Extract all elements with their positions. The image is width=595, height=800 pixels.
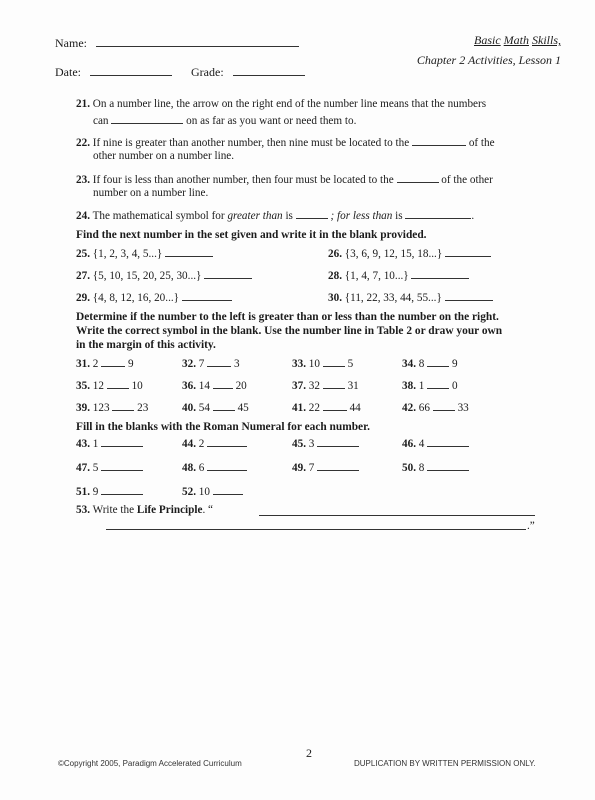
compare-left-value: 1 [418,380,425,392]
question-number: 52. [182,486,196,498]
copyright-notice: ©Copyright 2005, Paradigm Accelerated Curriculum [58,759,242,768]
set-item-29 [76,290,232,304]
name-field[interactable] [96,46,299,47]
question-22-line2: other number on a number line. [93,150,235,162]
question-number: 51. [76,486,90,498]
set-text: {1, 2, 3, 4, 5...} [92,248,163,260]
question-number: 42. [402,402,416,414]
compare-left-value: 14 [198,380,210,392]
date-row [55,65,305,80]
question-23 [76,172,493,186]
compare-right-value: 3 [233,358,240,370]
compare-right-value: 44 [349,402,361,414]
answer-blank[interactable] [317,436,359,447]
question-text: can [93,115,109,127]
answer-blank[interactable] [107,378,129,389]
roman-number-value: 6 [198,462,205,474]
answer-blank[interactable] [112,400,134,411]
question-22 [76,135,495,149]
chapter-subtitle: Chapter 2 Activities, Lesson 1 [416,53,561,67]
answer-blank[interactable] [111,113,183,124]
compare-right-value: 0 [451,380,458,392]
set-text: {1, 4, 7, 10...} [344,270,409,282]
answer-blank[interactable] [204,268,252,279]
question-text: on as far as you want or need them to. [186,115,357,127]
roman-number-value: 7 [308,462,315,474]
question-number: 28. [328,270,342,282]
roman-item-48 [182,460,247,474]
question-text: If four is less than another number, then four must be located to the [92,174,394,186]
answer-blank[interactable] [207,460,247,471]
compare-item-34 [402,356,458,370]
question-number: 41. [292,402,306,414]
question-number: 40. [182,402,196,414]
answer-blank[interactable] [323,356,345,367]
question-23-line2: number on a number line. [93,187,209,199]
compare-left-value: 7 [198,358,205,370]
compare-right-value: 23 [137,402,149,414]
answer-blank[interactable] [433,400,455,411]
question-text: . [471,210,475,222]
question-number: 27. [76,270,90,282]
set-item-30 [328,290,493,304]
question-number: 38. [402,380,416,392]
question-number: 50. [402,462,416,474]
answer-blank[interactable] [427,356,449,367]
answer-blank[interactable] [427,436,469,447]
answer-blank[interactable] [412,135,466,146]
compare-item-35 [76,378,143,392]
closing-quote: .” [527,520,535,532]
compare-item-41 [292,400,361,414]
answer-blank[interactable] [445,290,493,301]
answer-blank[interactable] [411,268,469,279]
compare-right-value: 5 [347,358,354,370]
compare-left-value: 10 [308,358,320,370]
answer-blank[interactable] [165,246,213,257]
question-number: 29. [76,292,90,304]
roman-number-value: 1 [92,438,99,450]
question-number: 45. [292,438,306,450]
answer-blank[interactable] [317,460,359,471]
permission-notice: DUPLICATION BY WRITTEN PERMISSION ONLY. [354,759,536,768]
compare-left-value: 8 [418,358,425,370]
set-item-28 [328,268,469,282]
compare-left-value: 12 [92,380,104,392]
question-number: 37. [292,380,306,392]
answer-blank[interactable] [101,460,143,471]
set-item-26 [328,246,491,260]
compare-right-value: 31 [347,380,359,392]
answer-blank[interactable] [427,460,469,471]
question-number: 48. [182,462,196,474]
roman-item-43 [76,436,143,450]
roman-item-46 [402,436,469,450]
section-heading-compare-1: Determine if the number to the left is greater than or less than the number on the right. [76,311,499,323]
question-number: 26. [328,248,342,260]
roman-number-value: 9 [92,486,99,498]
question-number: 21. [76,98,90,110]
answer-blank[interactable] [207,356,231,367]
compare-item-38 [402,378,458,392]
question-text: greater than [227,210,283,222]
answer-blank[interactable] [427,378,449,389]
set-item-27 [76,268,252,282]
answer-blank[interactable] [101,356,125,367]
question-number: 47. [76,462,90,474]
compare-right-value: 9 [451,358,458,370]
answer-blank[interactable] [397,172,439,183]
compare-item-31 [76,356,134,370]
answer-line[interactable] [259,515,535,516]
question-number: 30. [328,292,342,304]
roman-item-51 [76,484,143,498]
compare-right-value: 20 [235,380,247,392]
question-number: 24. [76,210,90,222]
question-text: On a number line, the arrow on the right end of the number line means that the numbers [92,98,487,110]
answer-blank[interactable] [213,378,233,389]
section-heading-roman: Fill in the blanks with the Roman Numeral for each number. [76,421,370,433]
set-text: {3, 6, 9, 12, 15, 18...} [344,248,443,260]
answer-blank[interactable] [207,436,247,447]
answer-blank[interactable] [213,484,243,495]
answer-line[interactable] [106,529,526,530]
roman-number-value: 10 [198,486,210,498]
set-item-25 [76,246,213,260]
answer-blank[interactable] [213,400,235,411]
question-text: ; for less than [330,210,393,222]
answer-blank[interactable] [296,208,328,219]
compare-left-value: 54 [198,402,210,414]
answer-blank[interactable] [101,436,143,447]
compare-left-value: 2 [92,358,99,370]
compare-item-33 [292,356,353,370]
question-53 [76,504,213,516]
question-number: 34. [402,358,416,370]
roman-item-47 [76,460,143,474]
grade-field[interactable] [233,75,305,76]
question-number: 25. [76,248,90,260]
compare-left-value: 66 [418,402,430,414]
question-number: 36. [182,380,196,392]
name-label: Name: [55,36,87,50]
compare-left-value: 123 [92,402,110,414]
book-title-word: Skills, [532,33,561,47]
compare-left-value: 32 [308,380,320,392]
date-label: Date: [55,65,81,79]
question-number: 46. [402,438,416,450]
roman-number-value: 3 [308,438,315,450]
set-text: {11, 22, 33, 44, 55...} [344,292,442,304]
question-text: of the other [441,174,493,186]
answer-blank[interactable] [445,246,491,257]
compare-item-42 [402,400,469,414]
page-number: 2 [306,746,312,760]
question-number: 35. [76,380,90,392]
roman-item-44 [182,436,247,450]
question-number: 33. [292,358,306,370]
roman-number-value: 5 [92,462,99,474]
set-text: {5, 10, 15, 20, 25, 30...} [92,270,202,282]
compare-item-36 [182,378,247,392]
question-number: 23. [76,174,90,186]
section-heading-sets: Find the next number in the set given and write it in the blank provided. [76,229,427,241]
answer-blank[interactable] [182,290,232,301]
roman-item-45 [292,436,359,450]
answer-blank[interactable] [323,400,347,411]
question-number: 49. [292,462,306,474]
roman-item-49 [292,460,359,474]
book-title-word: Basic [473,33,501,47]
question-text: If nine is greater than another number, then nine must be located to the [92,137,410,149]
roman-item-52 [182,484,243,498]
set-text: {4, 8, 12, 16, 20...} [92,292,180,304]
question-21-line2 [93,113,356,127]
compare-item-39 [76,400,148,414]
compare-item-37 [292,378,359,392]
compare-item-40 [182,400,249,414]
question-text: is [395,210,403,222]
life-principle-label: Life Principle [136,504,203,516]
question-text: . “ [202,504,213,516]
question-number: 32. [182,358,196,370]
question-number: 44. [182,438,196,450]
compare-right-value: 9 [127,358,134,370]
section-heading-compare-3: in the margin of this activity. [76,339,216,351]
question-number: 22. [76,137,90,149]
answer-blank[interactable] [323,378,345,389]
roman-number-value: 8 [418,462,425,474]
compare-left-value: 22 [308,402,320,414]
section-heading-compare-2: Write the correct symbol in the blank. Use the number line in Table 2 or draw your own [76,325,503,337]
roman-number-value: 2 [198,438,205,450]
book-title-word: Math [503,33,529,47]
compare-item-32 [182,356,240,370]
question-21 [76,98,486,110]
answer-blank[interactable] [405,208,471,219]
name-row [55,36,299,51]
date-field[interactable] [90,75,172,76]
question-text: The mathematical symbol for [92,210,225,222]
compare-right-value: 10 [131,380,143,392]
question-text: of the [468,137,495,149]
question-number: 53. [76,504,90,516]
compare-right-value: 45 [237,402,249,414]
book-title [474,33,561,48]
question-number: 39. [76,402,90,414]
question-number: 31. [76,358,90,370]
compare-right-value: 33 [457,402,469,414]
question-24 [76,208,474,222]
answer-blank[interactable] [101,484,143,495]
question-text: is [285,210,293,222]
roman-number-value: 4 [418,438,425,450]
roman-item-50 [402,460,469,474]
grade-label: Grade: [191,65,224,79]
question-number: 43. [76,438,90,450]
question-text: Write the [92,504,135,516]
